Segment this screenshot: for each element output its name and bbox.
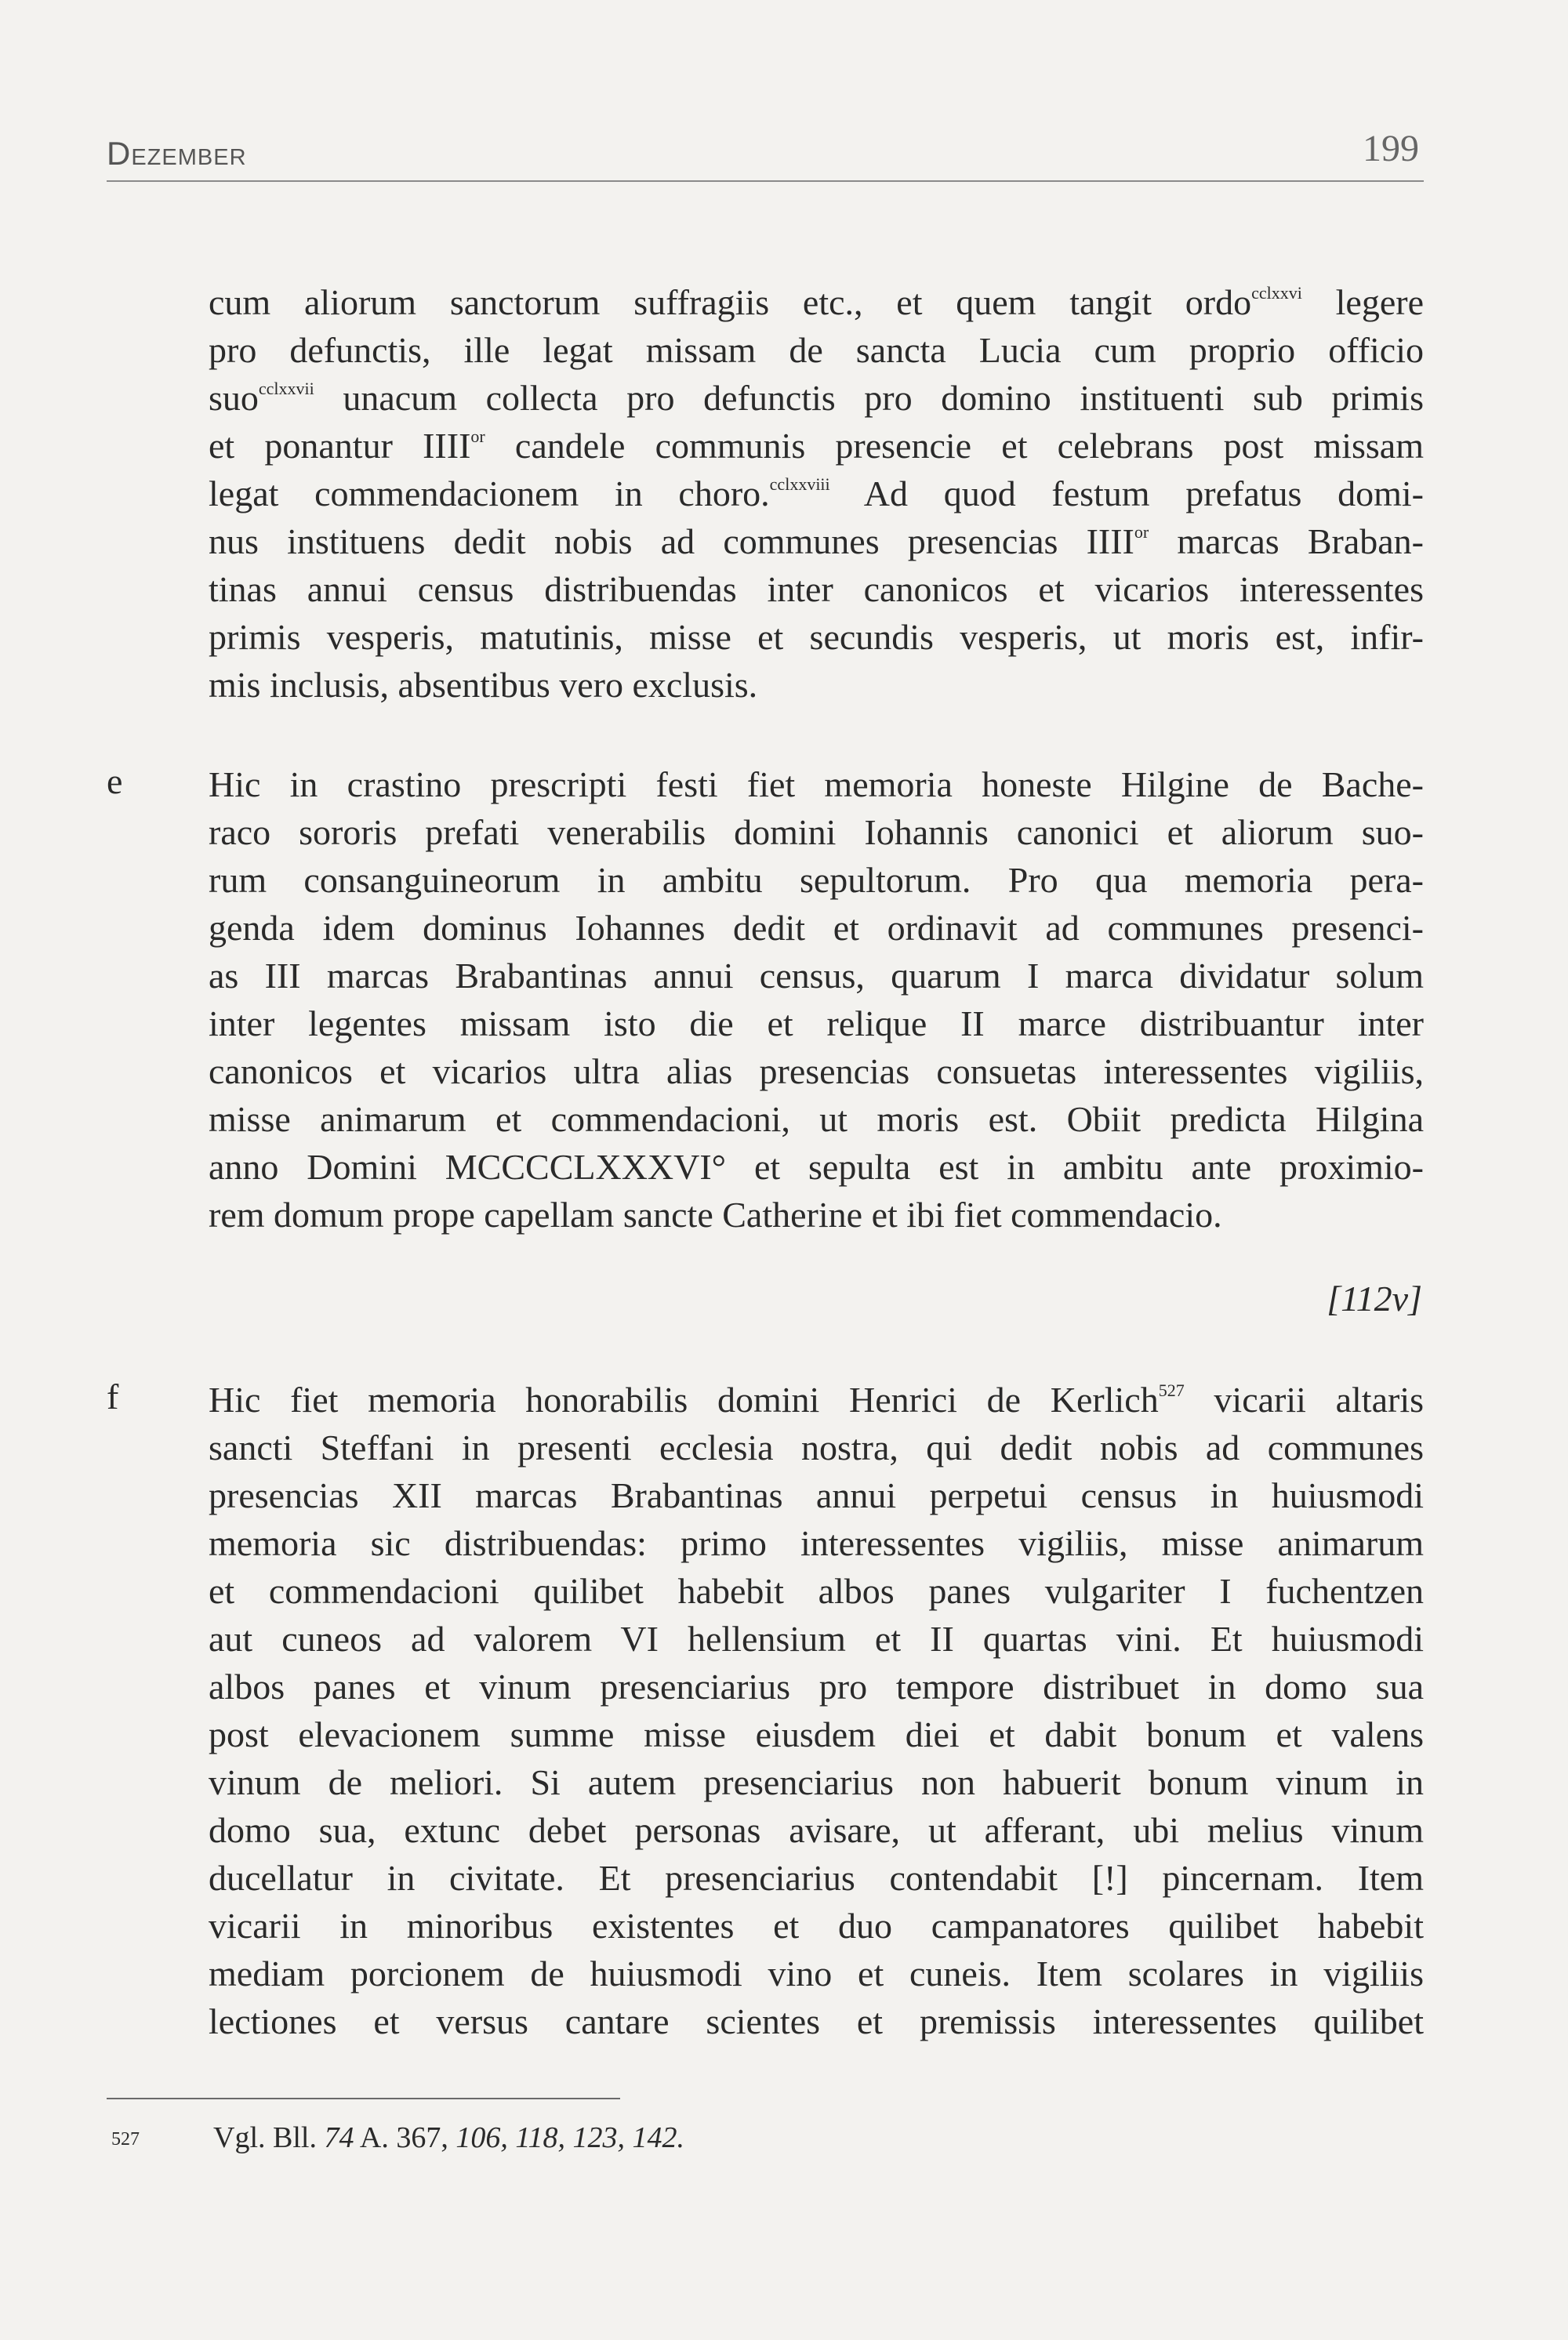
text-line: canonicos et vicarios ultra alias presencias consuetas interessentes vigiliis,	[209, 1051, 1424, 1091]
running-header	[107, 125, 1424, 182]
text-line: inter legentes missam isto die et relique II marce distribuantur inter	[209, 1003, 1424, 1043]
text-line: et commendacioni quilibet habebit albos panes vulgariter I fuchentzen	[209, 1571, 1424, 1611]
text-line: pro defunctis, ille legat missam de sancta Lucia cum proprio officio	[209, 330, 1424, 370]
text-line: post elevacionem summe misse eiusdem diei et dabit bonum et valens	[209, 1714, 1424, 1754]
text-line: as III marcas Brabantinas annui census, quarum I marca dividatur solum	[209, 956, 1424, 996]
text-line: ducellatur in civitate. Et presenciarius contendabit [!] pincernam. Item	[209, 1858, 1424, 1898]
text-line: aut cuneos ad valorem VI hellensium et II quartas vini. Et huiusmodi	[209, 1619, 1424, 1659]
text-line: rem domum prope capellam sancte Catherine et ibi fiet commendacio.	[209, 1195, 1222, 1235]
text-line: vicarii in minoribus existentes et duo campanatores quilibet habebit	[209, 1906, 1424, 1946]
superscript: or	[1134, 522, 1149, 542]
folio-reference: [112v]	[1327, 1279, 1422, 1319]
footnote-ref[interactable]: 527	[1158, 1380, 1185, 1400]
superscript: or	[470, 426, 485, 446]
text-line: genda idem dominus Iohannes dedit et ordinavit ad communes presenci-	[209, 908, 1424, 948]
footnote-text: Vgl. Bll. 74 A. 367, 106, 118, 123, 142.	[213, 2121, 685, 2154]
text-line: et ponantur $IIII^{or}$ candele communis presencie et celebrans post missam	[209, 426, 1424, 466]
footnote-number: 527	[111, 2129, 140, 2150]
text-line: anno Domini MCCCCLXXXVI° et sepulta est in ambitu ante proximio-	[209, 1147, 1424, 1187]
text-line: presencias XII marcas Brabantinas annui perpetui census in huiusmodi	[209, 1475, 1424, 1515]
text-line: mis inclusis, absentibus vero exclusis.	[209, 665, 758, 705]
text-line: primis vesperis, matutinis, misse et secundis vesperis, ut moris est, infir-	[209, 617, 1424, 657]
apparatus-mark: cclxxviii	[769, 474, 830, 494]
text-line: sancti Steffani in presenti ecclesia nostra, qui dedit nobis ad communes	[209, 1428, 1424, 1467]
text-line: vinum de meliori. Si autem presenciarius non habuerit bonum vinum in	[209, 1762, 1424, 1802]
apparatus-mark: cclxxvii	[258, 379, 314, 398]
paragraph-3-text	[209, 1376, 1424, 2045]
paragraph-1-text	[209, 278, 1424, 709]
page-number: 199	[1363, 128, 1419, 169]
footnote-separator	[107, 2098, 620, 2099]
text-line: raco sororis prefati venerabilis domini Iohannis canonici et aliorum suo-	[209, 812, 1424, 852]
text-line: albos panes et vinum presenciarius pro tempore distribuet in domo sua	[209, 1667, 1424, 1707]
text-line: Hic in crastino prescripti festi fiet memoria honeste Hilgine de Bache-	[209, 764, 1424, 804]
text-line: lectiones et versus cantare scientes et premissis interessentes quilibet	[209, 2001, 1424, 2041]
paragraph-2-text	[209, 760, 1424, 1239]
text-line: misse animarum et commendacioni, ut moris est. Obiit predicta Hilgina	[209, 1099, 1424, 1139]
running-title: Dezember	[107, 135, 247, 172]
text-line: domo sua, extunc debet personas avisare, ut afferant, ubi melius vinum	[209, 1810, 1424, 1850]
text-line: cum aliorum sanctorum suffragiis etc., et quem tangit ordo$^{cclxxvi}$ legere	[209, 282, 1424, 322]
text-line: memoria sic distribuendas: primo interessentes vigiliis, misse animarum	[209, 1523, 1424, 1563]
day-letter: f	[107, 1377, 119, 1417]
text-line: mediam porcionem de huiusmodi vino et cuneis. Item scolares in vigiliis	[209, 1954, 1424, 1994]
text-line: Hic fiet memoria honorabilis domini Henrici de Kerlich$^{527}$ vicarii altaris	[209, 1380, 1425, 1420]
text-line: suo$^{cclxxvii}$ unacum collecta pro defunctis pro domino instituenti sub primis	[209, 378, 1424, 418]
text-line: nus instituens dedit nobis ad communes presencias $IIII^{or}$ marcas Braban-	[209, 521, 1424, 561]
text-line: rum consanguineorum in ambitu sepultorum. Pro qua memoria pera-	[209, 860, 1424, 900]
text-line: tinas annui census distribuendas inter canonicos et vicarios interessentes	[209, 569, 1424, 609]
apparatus-mark: cclxxvi	[1251, 283, 1302, 303]
text-line: legat commendacionem in choro.$^{cclxxviii}$ Ad quod festum prefatus domi-	[209, 473, 1424, 513]
day-letter: e	[107, 761, 123, 801]
